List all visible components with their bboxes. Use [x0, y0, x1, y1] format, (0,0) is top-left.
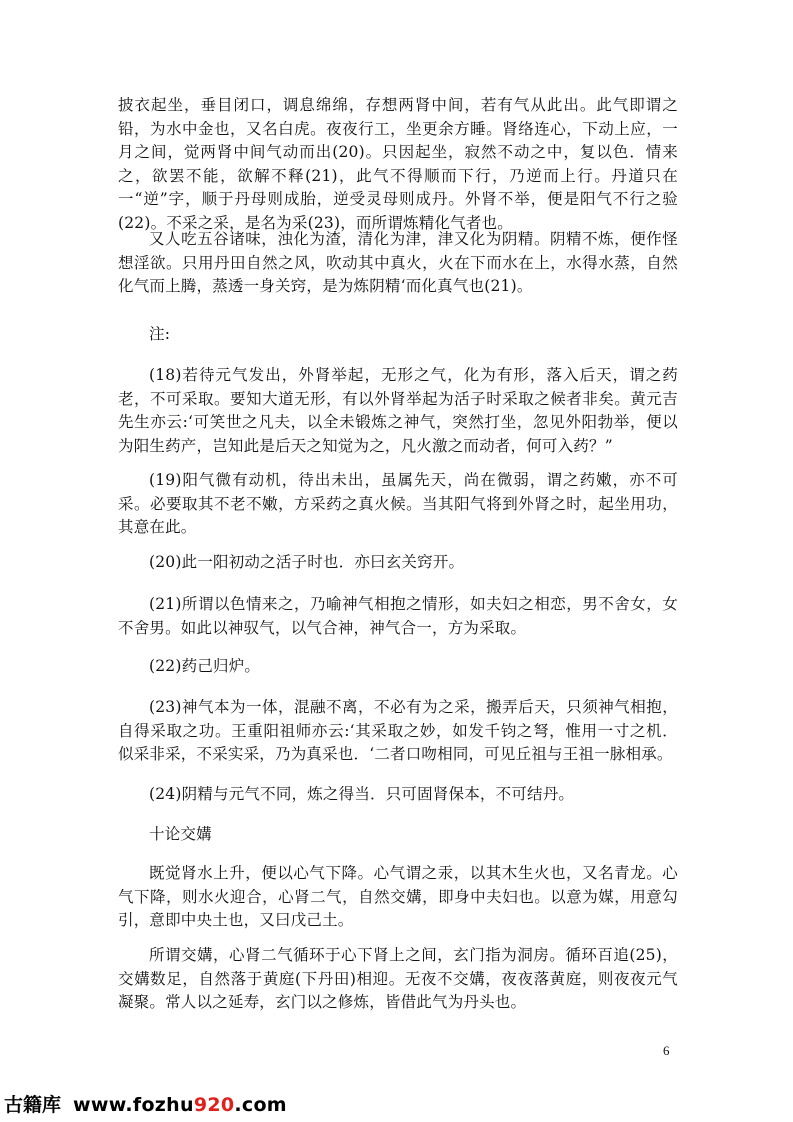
watermark-url: [73, 1094, 287, 1116]
note-23: (23)神气本为一体，混融不离，不必有为之采，搬弄后天，只须神气相抱，自得采取之功。王重阳祖师亦云:‘其采取之妙，如发千钧之弩，惟用一寸之机．似采非采，不采实采，乃为真采也．‘二者口吻相同，可见丘祖与王祖一脉相承。: [118, 698, 678, 764]
paragraph-2: 又人吃五谷诸味，浊化为渣，清化为津，津又化为阴精。阴精不炼，便作怪想淫欲。只用丹田自然之风，吹动其中真火，火在下而水在上，水得水蒸，自然化气而上腾，蒸透一身关窍，是为炼阴精‘而化真气也(21)。: [118, 230, 678, 296]
note-22: (22)药己归炉。: [149, 657, 261, 675]
watermark-url-prefix: www.fozhu: [73, 1094, 194, 1116]
paragraph-4: 所谓交媾，心肾二气循环于心下肾上之间，玄门指为洞房。循环百追(25)，交媾数足，自然落于黄庭(下丹田)相迎。无夜不交媾，夜夜落黄庭，则夜夜元气凝聚。常人以之延寿，玄门以之修炼，皆借此气为丹头也。: [118, 946, 678, 1012]
section-heading: 十论交媾: [149, 825, 212, 843]
note-24: (24)阴精与元气不同，炼之得当．只可固肾保本，不可结丹。: [149, 785, 575, 803]
paragraph-1: 披衣起坐，垂目闭口，调息绵绵，存想两肾中间，若有气从此出。此气即谓之铅，为水中金也，又名白虎。夜夜行工，坐更余方睡。肾络连心，下动上应，一月之间，觉两肾中间气动而出(20)。只因起坐，寂然不动之中，复以色．情来之，欲罢不能，欲解不释(21)，此气不得顺而下行，乃逆而上行。丹道只在一“逆”字，顺于丹母则成胎，逆受灵母则成丹。外肾不举，便是阳气不行之验(22)。不采之采，是名为采(23)，而所谓炼精化气者也。: [118, 96, 678, 232]
note-18: (18)若待元气发出，外肾举起，无形之气，化为有形，落入后天，谓之药老，不可采取。要知大道无形，有以外肾举起为活子时采取之候者非矣。黄元吉先生亦云:‘可笑世之凡夫，以全未锻炼之神气，突然打坐，忽见外阳勃举，便以为阳生药产，岂知此是后天之知觉为之，凡火激之而动者，何可入药？”: [118, 366, 678, 455]
note-20: (20)此一阳初动之活子时也．亦曰玄关窍开。: [149, 553, 465, 571]
watermark-name: 古籍库: [4, 1094, 62, 1116]
watermark: [4, 1090, 287, 1116]
page-number: 6: [663, 1043, 670, 1058]
note-21: (21)所谓以色情来之，乃喻神气相抱之情形，如夫妇之相恋，男不舍女，女不舍男。如此以神驭气，以气合神，神气合一，方为采取。: [118, 595, 678, 637]
note-19: (19)阳气微有动机，待出未出，虽属先天，尚在微弱，谓之药嫩，亦不可采。必要取其不老不嫩，方采药之真火候。当其阳气将到外肾之时，起坐用功，其意在此。: [118, 471, 678, 537]
watermark-url-number: 920: [193, 1094, 235, 1116]
paragraph-3: 既觉肾水上升，便以心气下降。心气谓之汞，以其木生火也，又名青龙。心气下降，则水火迎合，心肾二气，自然交媾，即身中夫妇也。以意为媒，用意勾引，意即中央土也，又曰戊己土。: [118, 864, 678, 930]
watermark-url-suffix: .com: [234, 1094, 287, 1116]
notes-heading: 注:: [149, 325, 171, 343]
